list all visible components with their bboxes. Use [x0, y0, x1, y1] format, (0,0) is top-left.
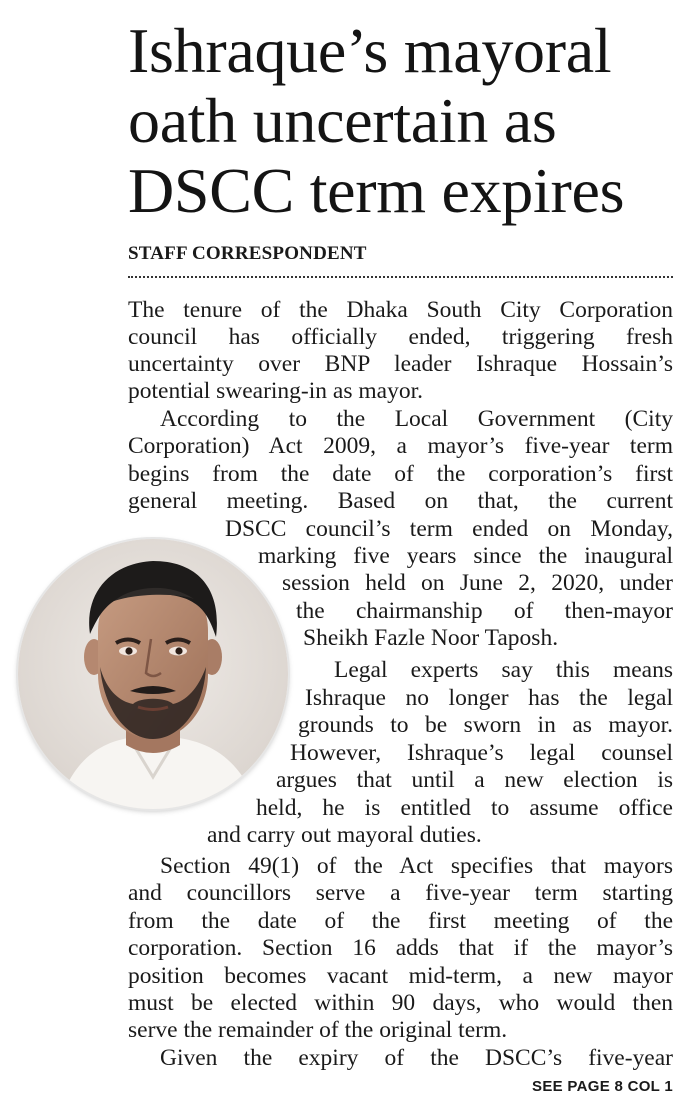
headline-line: oath uncertain as [128, 85, 557, 156]
body-line: DSCC council’s term ended on Monday, [225, 516, 673, 542]
body-line: The tenure of the Dhaka South City Corporation [128, 297, 673, 323]
body-line: marking five years since the inaugural [258, 543, 673, 569]
body-line: held, he is entitled to assume office [256, 795, 673, 821]
body-line: grounds to be sworn in as mayor. [298, 712, 673, 738]
body-line: position becomes vacant mid-term, a new mayor [128, 963, 673, 989]
headline-line: Ishraque’s mayoral [128, 15, 612, 86]
continued-on-page: SEE PAGE 8 COL 1 [532, 1078, 673, 1095]
body-line: According to the Local Government (City [160, 406, 673, 432]
body-line: the chairmanship of then-mayor [296, 598, 673, 624]
body-line: must be elected within 90 days, who would then [128, 990, 673, 1016]
body-line: from the date of the first meeting of the [128, 908, 673, 934]
body-line: Section 49(1) of the Act specifies that mayors [160, 853, 673, 879]
portrait-illustration [18, 539, 288, 809]
body-line: council has officially ended, triggering fresh [128, 324, 673, 350]
body-line: serve the remainder of the original term. [128, 1017, 508, 1043]
body-line: and councillors serve a five-year term starting [128, 880, 673, 906]
body-line: Ishraque no longer has the legal [305, 685, 673, 711]
body-line: Sheikh Fazle Noor Taposh. [303, 625, 559, 651]
body-line: Corporation) Act 2009, a mayor’s five-year term [128, 433, 673, 459]
body-line: However, Ishraque’s legal counsel [290, 740, 673, 766]
dotted-divider [128, 276, 673, 278]
body-line: uncertainty over BNP leader Ishraque Hossain’s [128, 351, 673, 377]
headline [128, 16, 680, 226]
body-line: session held on June 2, 2020, under [282, 570, 673, 596]
headline-line: DSCC term expires [128, 155, 625, 226]
portrait-photo [18, 539, 288, 809]
byline: STAFF CORRESPONDENT [128, 243, 367, 264]
body-line: general meeting. Based on that, the current [128, 488, 673, 514]
body-line: begins from the date of the corporation’s first [128, 461, 673, 487]
body-line: argues that until a new election is [276, 767, 673, 793]
body-line: potential swearing-in as mayor. [128, 378, 423, 404]
body-line: corporation. Section 16 adds that if the mayor’s [128, 935, 673, 961]
body-line: and carry out mayoral duties. [207, 822, 482, 848]
body-line: Legal experts say this means [334, 657, 673, 683]
body-line: Given the expiry of the DSCC’s five-year [160, 1045, 673, 1071]
